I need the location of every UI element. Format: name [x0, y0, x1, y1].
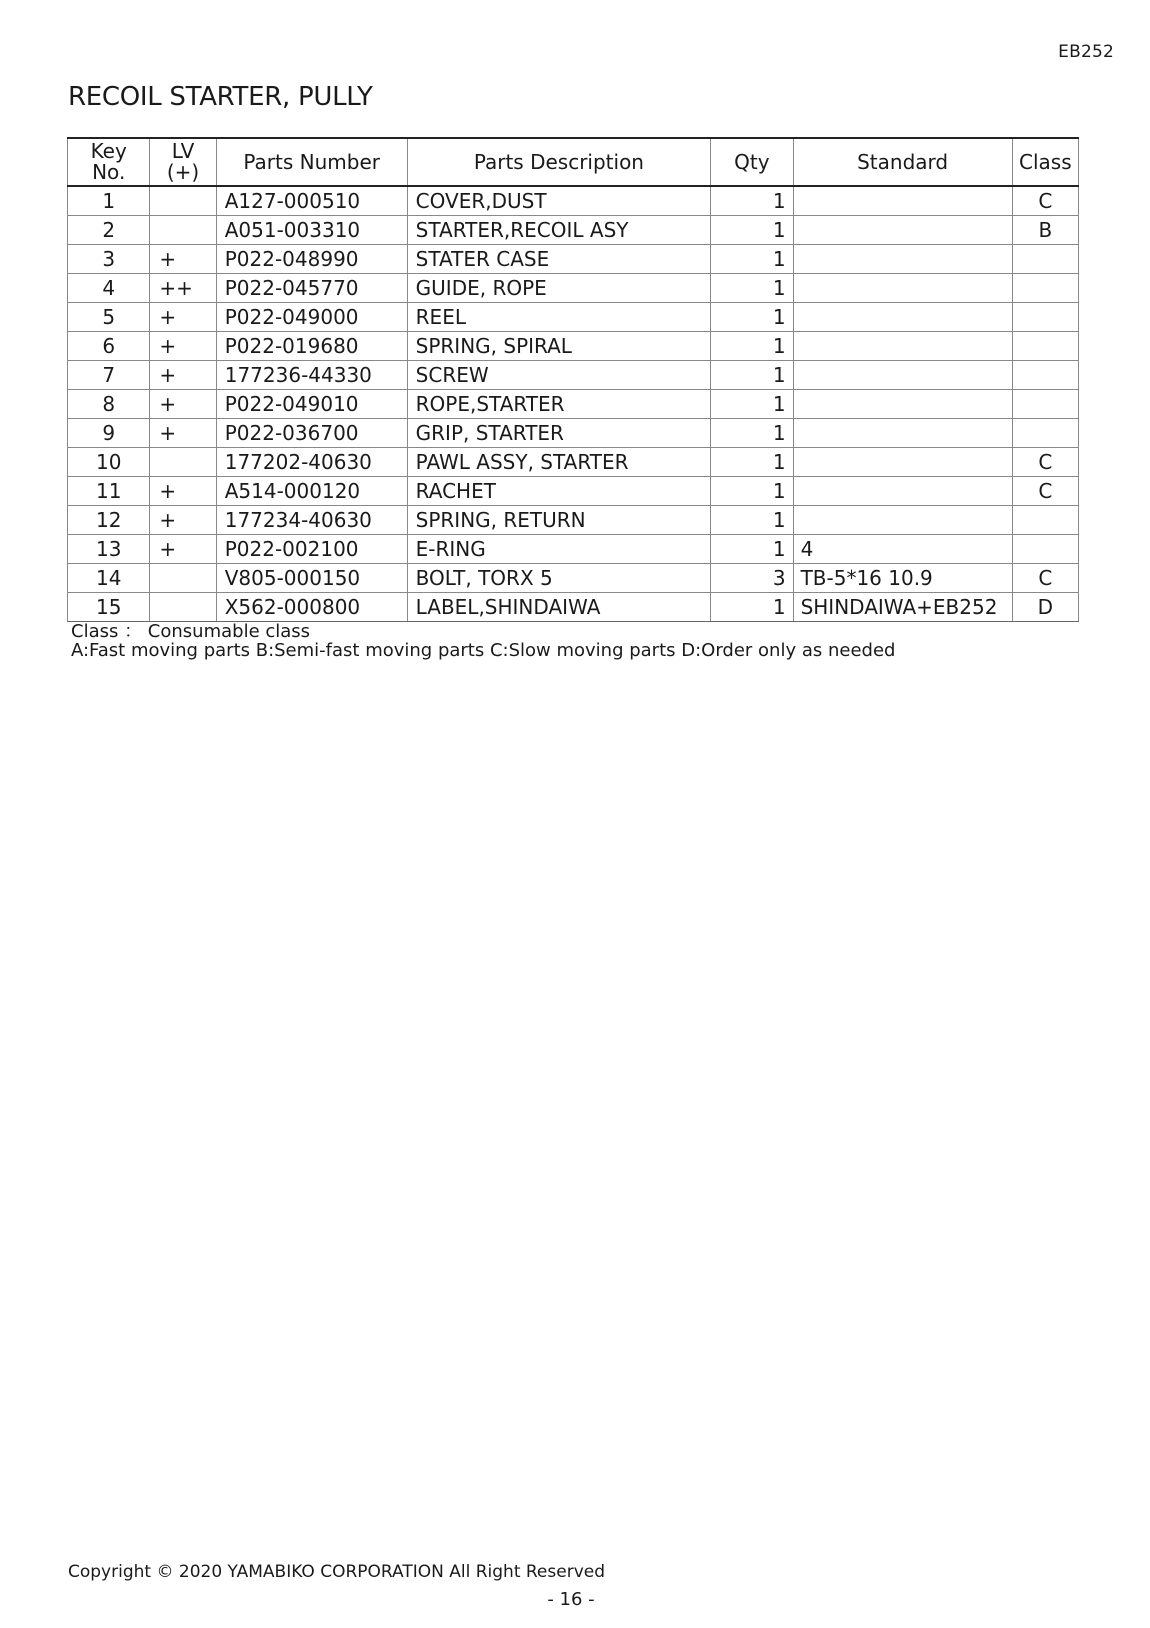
cell-key: 6: [68, 332, 150, 361]
cell-part-number: X562-000800: [216, 593, 407, 622]
cell-key: 14: [68, 564, 150, 593]
header-description: Parts Description: [407, 138, 711, 186]
table-row: [68, 216, 1079, 245]
header-qty: Qty: [711, 138, 793, 186]
table-row: [68, 274, 1079, 303]
copyright-notice: Copyright © 2020 YAMABIKO CORPORATION All Right Reserved: [68, 1562, 606, 1582]
cell-description: SCREW: [407, 361, 711, 390]
cell-key: 15: [68, 593, 150, 622]
cell-part-number: 177234-40630: [216, 506, 407, 535]
cell-class: C: [1012, 477, 1078, 506]
cell-description: GUIDE, ROPE: [407, 274, 711, 303]
parts-table-body: [68, 186, 1079, 622]
cell-part-number: P022-048990: [216, 245, 407, 274]
cell-part-number: P022-049000: [216, 303, 407, 332]
cell-key: 1: [68, 186, 150, 216]
legend-definitions: A:Fast moving parts B:Semi-fast moving parts C:Slow moving parts D:Order only as needed: [71, 640, 896, 661]
cell-class: [1012, 303, 1078, 332]
cell-standard: [793, 361, 1012, 390]
page-number-container: [0, 1589, 1150, 1610]
cell-lv: +: [150, 332, 216, 361]
table-row: [68, 186, 1079, 216]
model-code: EB252: [1058, 42, 1114, 62]
cell-qty: 1: [711, 477, 793, 506]
cell-description: REEL: [407, 303, 711, 332]
cell-key: 8: [68, 390, 150, 419]
table-row: [68, 390, 1079, 419]
cell-description: GRIP, STARTER: [407, 419, 711, 448]
cell-qty: 1: [711, 390, 793, 419]
cell-key: 4: [68, 274, 150, 303]
cell-standard: [793, 303, 1012, 332]
cell-standard: [793, 477, 1012, 506]
cell-key: 2: [68, 216, 150, 245]
cell-lv: [150, 216, 216, 245]
table-row: [68, 303, 1079, 332]
cell-class: C: [1012, 564, 1078, 593]
cell-class: [1012, 245, 1078, 274]
cell-description: SPRING, RETURN: [407, 506, 711, 535]
cell-description: STARTER,RECOIL ASY: [407, 216, 711, 245]
cell-lv: [150, 593, 216, 622]
table-row: [68, 332, 1079, 361]
cell-lv: +: [150, 303, 216, 332]
cell-qty: 1: [711, 245, 793, 274]
cell-lv: +: [150, 390, 216, 419]
header-part-number: Parts Number: [216, 138, 407, 186]
table-row: [68, 506, 1079, 535]
cell-class: B: [1012, 216, 1078, 245]
cell-lv: +: [150, 535, 216, 564]
cell-key: 9: [68, 419, 150, 448]
cell-part-number: P022-019680: [216, 332, 407, 361]
cell-lv: [150, 448, 216, 477]
cell-standard: [793, 419, 1012, 448]
cell-key: 3: [68, 245, 150, 274]
cell-standard: TB-5*16 10.9: [793, 564, 1012, 593]
cell-standard: [793, 448, 1012, 477]
cell-class: [1012, 390, 1078, 419]
cell-key: 5: [68, 303, 150, 332]
table-row: [68, 361, 1079, 390]
cell-class: [1012, 332, 1078, 361]
cell-part-number: P022-049010: [216, 390, 407, 419]
cell-description: LABEL,SHINDAIWA: [407, 593, 711, 622]
cell-part-number: V805-000150: [216, 564, 407, 593]
table-row: [68, 564, 1079, 593]
header-key-no: [68, 138, 150, 186]
cell-class: [1012, 506, 1078, 535]
header-key-line2: No.: [92, 160, 126, 184]
cell-part-number: A051-003310: [216, 216, 407, 245]
cell-standard: [793, 245, 1012, 274]
cell-key: 13: [68, 535, 150, 564]
cell-key: 11: [68, 477, 150, 506]
table-header-row: [68, 138, 1079, 186]
page-title: RECOIL STARTER, PULLY: [68, 82, 373, 112]
cell-lv: ++: [150, 274, 216, 303]
cell-standard: [793, 186, 1012, 216]
class-legend: [71, 622, 895, 660]
header-class: Class: [1012, 138, 1078, 186]
cell-qty: 1: [711, 506, 793, 535]
cell-qty: 1: [711, 274, 793, 303]
table-row: [68, 245, 1079, 274]
cell-qty: 1: [711, 535, 793, 564]
cell-part-number: A127-000510: [216, 186, 407, 216]
cell-class: C: [1012, 186, 1078, 216]
cell-qty: 1: [711, 419, 793, 448]
cell-class: [1012, 361, 1078, 390]
cell-class: D: [1012, 593, 1078, 622]
cell-lv: [150, 186, 216, 216]
cell-qty: 3: [711, 564, 793, 593]
header-standard: Standard: [793, 138, 1012, 186]
cell-key: 7: [68, 361, 150, 390]
cell-description: RACHET: [407, 477, 711, 506]
cell-qty: 1: [711, 593, 793, 622]
cell-key: 10: [68, 448, 150, 477]
page-number: - 16 -: [547, 1589, 595, 1610]
cell-description: STATER CASE: [407, 245, 711, 274]
cell-lv: +: [150, 245, 216, 274]
parts-table: [67, 137, 1079, 622]
cell-description: PAWL ASSY, STARTER: [407, 448, 711, 477]
cell-class: [1012, 535, 1078, 564]
cell-standard: 4: [793, 535, 1012, 564]
cell-part-number: 177202-40630: [216, 448, 407, 477]
cell-part-number: 177236-44330: [216, 361, 407, 390]
cell-standard: [793, 506, 1012, 535]
cell-lv: [150, 564, 216, 593]
cell-description: COVER,DUST: [407, 186, 711, 216]
cell-standard: [793, 390, 1012, 419]
cell-key: 12: [68, 506, 150, 535]
table-row: [68, 448, 1079, 477]
header-lv-line1: LV: [171, 139, 195, 163]
cell-description: BOLT, TORX 5: [407, 564, 711, 593]
cell-standard: SHINDAIWA+EB252: [793, 593, 1012, 622]
cell-standard: [793, 216, 1012, 245]
header-lv: [150, 138, 216, 186]
cell-qty: 1: [711, 186, 793, 216]
cell-qty: 1: [711, 448, 793, 477]
table-row: [68, 419, 1079, 448]
cell-description: E-RING: [407, 535, 711, 564]
cell-qty: 1: [711, 332, 793, 361]
cell-lv: +: [150, 361, 216, 390]
cell-qty: 1: [711, 216, 793, 245]
cell-lv: +: [150, 419, 216, 448]
cell-class: [1012, 274, 1078, 303]
cell-part-number: P022-045770: [216, 274, 407, 303]
cell-class: [1012, 419, 1078, 448]
table-row: [68, 477, 1079, 506]
cell-part-number: P022-002100: [216, 535, 407, 564]
cell-description: SPRING, SPIRAL: [407, 332, 711, 361]
cell-standard: [793, 332, 1012, 361]
cell-class: C: [1012, 448, 1078, 477]
cell-part-number: P022-036700: [216, 419, 407, 448]
cell-lv: +: [150, 477, 216, 506]
cell-lv: +: [150, 506, 216, 535]
cell-standard: [793, 274, 1012, 303]
legend-title: Class ： Consumable class: [71, 621, 311, 642]
cell-description: ROPE,STARTER: [407, 390, 711, 419]
header-key-line1: Key: [90, 139, 127, 163]
cell-part-number: A514-000120: [216, 477, 407, 506]
cell-qty: 1: [711, 303, 793, 332]
table-row: [68, 593, 1079, 622]
cell-qty: 1: [711, 361, 793, 390]
header-lv-line2: (+): [166, 160, 200, 184]
table-row: [68, 535, 1079, 564]
